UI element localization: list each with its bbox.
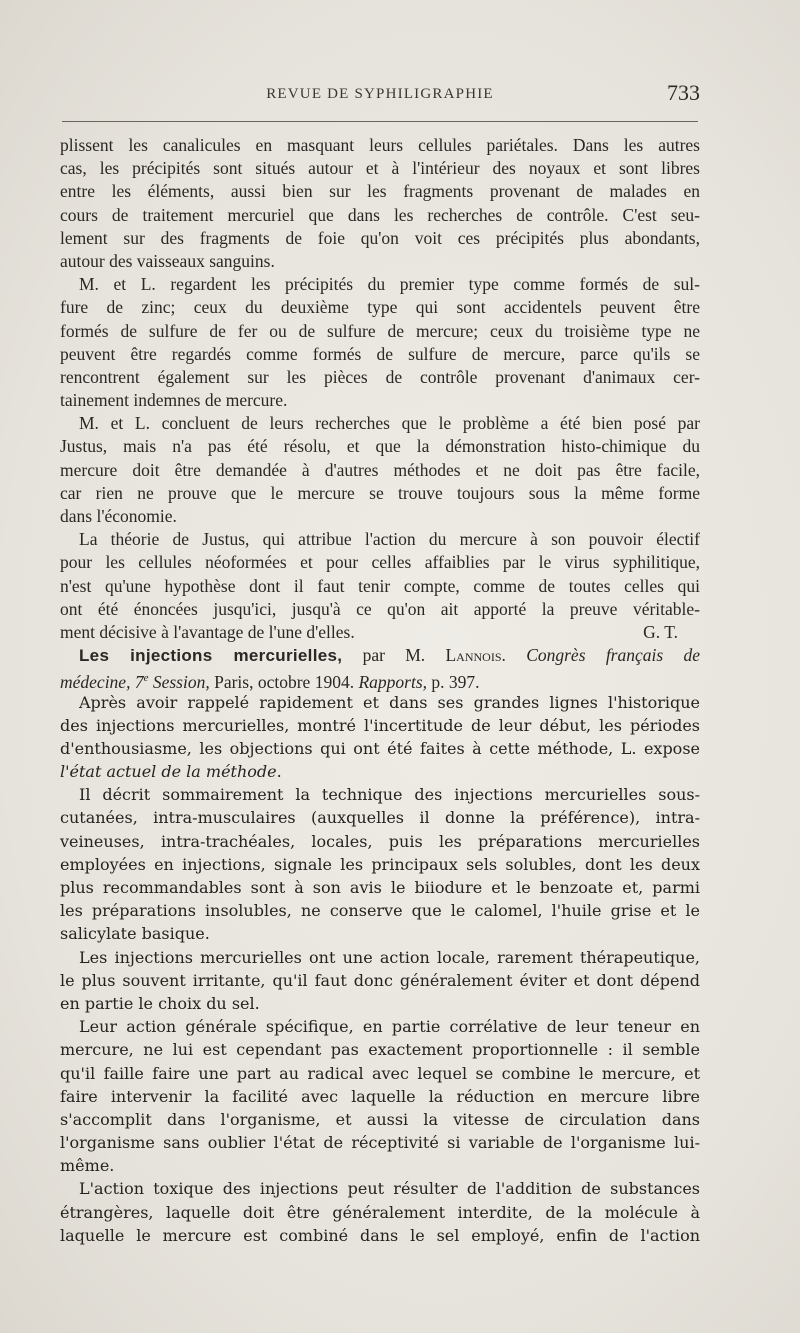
text-line: les préparations insolubles, ne conserve que le calomel, l'huile grise et le <box>60 901 700 921</box>
text-line: peuvent être regardés comme formés de sulfure de mercure, parce qu'ils se <box>60 343 700 364</box>
text-line: mercure doit être demandée à d'autres méthodes et ne doit pas être facile, <box>60 459 700 480</box>
text-line: entre les éléments, aussi bien sur les fragments provenant de malades en <box>60 181 700 202</box>
text-line: même. <box>60 1156 115 1176</box>
text-line: d'enthousiasme, les objections qui ont été faites à cette méthode, L. expose <box>60 738 700 758</box>
article-summary <box>60 691 700 1248</box>
text-line: n'est qu'une hypothèse dont il faut tenir compte, comme de toutes celles qui <box>60 575 700 596</box>
text-line: qu'il faille faire une part au radical avec lequel se combine le mercure, et <box>60 1063 700 1083</box>
text-line: cours de traitement mercuriel que dans les recherches de contrôle. C'est seu- <box>60 204 700 225</box>
paragraph <box>60 783 700 945</box>
text-line: salicylate basique. <box>60 924 210 944</box>
text-line: plus recommandables sont à son avis le biiodure et le benzoate et, parmi <box>60 878 700 897</box>
article-venue-cont: médecine, <box>60 672 131 693</box>
text-line: lement sur des fragments de foie qu'on voit ces précipités plus abondants, <box>60 227 700 248</box>
text-line: étrangères, laquelle doit être généralement interdite, de la molécule à <box>60 1202 700 1222</box>
text-line: car rien ne prouve que le mercure se trouve toujours sous la même forme <box>60 482 700 503</box>
review-continuation <box>60 134 700 644</box>
paragraph <box>60 1015 700 1177</box>
text-line: Les injections mercurielles ont une action locale, rarement thérapeutique, <box>79 947 700 967</box>
paragraph <box>60 946 700 1016</box>
text-body <box>60 134 700 1247</box>
text-line: ont été énoncées jusqu'ici, jusqu'à ce qu'on ait apporté la preuve véritable- <box>60 598 700 619</box>
article-heading <box>60 644 701 693</box>
article-author: Lannois. <box>445 645 506 666</box>
text-line: veineuses, intra-trachéales, locales, puis les préparations mercurielles <box>60 831 700 851</box>
punctuation: . <box>276 762 282 782</box>
signature: G. T. <box>643 621 678 642</box>
text-line: l'organisme sans oublier l'état de réceptivité si variable de l'organisme lui- <box>60 1133 700 1153</box>
text-line-content: ment décisive à l'avantage de l'une d'elles. <box>60 621 355 642</box>
text-line: L'action toxique des injections peut résulter de l'addition de substances <box>79 1179 700 1199</box>
paragraph <box>60 691 700 784</box>
session-number: 7 <box>134 672 144 693</box>
text-line: mercure, ne lui est cependant pas exactement proportionnelle : il semble <box>60 1040 700 1060</box>
text-line: Leur action générale spécifique, en partie corrélative de leur teneur en <box>79 1017 700 1037</box>
place-date: Paris, octobre 1904. <box>214 672 355 693</box>
header-rule <box>62 121 698 122</box>
page-header <box>60 80 700 110</box>
text-line: fure de zinc; ceux du deuxième type qui sont accidentels peuvent être <box>60 297 700 318</box>
text-line: M. et L. concluent de leurs recherches que le problème a été bien posé par <box>79 413 700 434</box>
emphasis: l'état actuel de la méthode <box>60 762 277 782</box>
text-line: faire intervenir la facilité avec laquelle la réduction en mercure libre <box>60 1086 700 1106</box>
text-line: cas, les précipités sont situés autour et à l'intérieur des noyaux et sont libres <box>60 158 700 179</box>
text-line: M. et L. regardent les précipités du premier type comme formés de sul- <box>79 274 700 295</box>
text-line: en partie le choix du sel. <box>60 993 260 1013</box>
text-line <box>60 621 700 644</box>
text-line: Après avoir rappelé rapidement et dans ses grandes lignes l'historique <box>79 692 700 712</box>
text-line: des injections mercurielles, montré l'incertitude de leur début, les périodes <box>60 715 700 735</box>
text-line: autour des vaisseaux sanguins. <box>60 250 275 271</box>
text-line: La théorie de Justus, qui attribue l'action du mercure à son pouvoir électif <box>79 529 700 550</box>
text-line: le plus souvent irritante, qu'il faut donc généralement éviter et dont dépend <box>60 970 700 990</box>
page-reference: p. 397. <box>431 672 480 693</box>
paragraph <box>60 528 700 644</box>
text-line: dans l'économie. <box>60 506 177 526</box>
article-heading-line-2 <box>60 667 700 693</box>
article-title: Les injections mercurielles, <box>79 646 343 666</box>
text-line: Il décrit sommairement la technique des injections mercurielles sous- <box>79 785 700 805</box>
session-word: Session, <box>152 672 210 693</box>
text-line: formés de sulfure de fer ou de sulfure de mercure; ceux du troisième type ne <box>60 320 700 341</box>
text-line <box>60 760 700 783</box>
article-venue: Congrès français de <box>526 645 701 666</box>
text-line: cutanées, intra-musculaires (auxquelles il donne la préférence), intra- <box>60 808 700 828</box>
article-by: par M. <box>362 645 426 666</box>
article-heading-line-1 <box>60 644 700 667</box>
paragraph <box>60 273 700 412</box>
text-line: plissent les canalicules en masquant leurs cellules pariétales. Dans les autres <box>60 135 700 155</box>
paragraph <box>60 1177 700 1247</box>
page-number: 733 <box>667 80 700 105</box>
paragraph <box>60 412 700 528</box>
text-line: Justus, mais n'a pas été résolu, et que la démonstration histo-chimique du <box>60 436 700 457</box>
running-title: REVUE DE SYPHILIGRAPHIE <box>266 86 494 102</box>
text-line: s'accomplit dans l'organisme, et aussi la vitesse de circulation dans <box>60 1109 700 1129</box>
rapports: Rapports, <box>358 672 428 693</box>
text-line: employées en injections, signale les principaux sels solubles, dont les deux <box>60 854 700 874</box>
session-sup: e <box>143 672 149 685</box>
text-line: laquelle le mercure est combiné dans le sel employé, enfin de l'action <box>60 1225 700 1245</box>
text-line: rencontrent également sur les pièces de contrôle provenant d'animaux cer- <box>60 366 700 387</box>
paragraph <box>60 134 700 273</box>
text-line: tainement indemnes de mercure. <box>60 390 288 411</box>
text-line: pour les cellules néoformées et pour celles affaiblies par le virus syphilitique, <box>60 552 700 573</box>
